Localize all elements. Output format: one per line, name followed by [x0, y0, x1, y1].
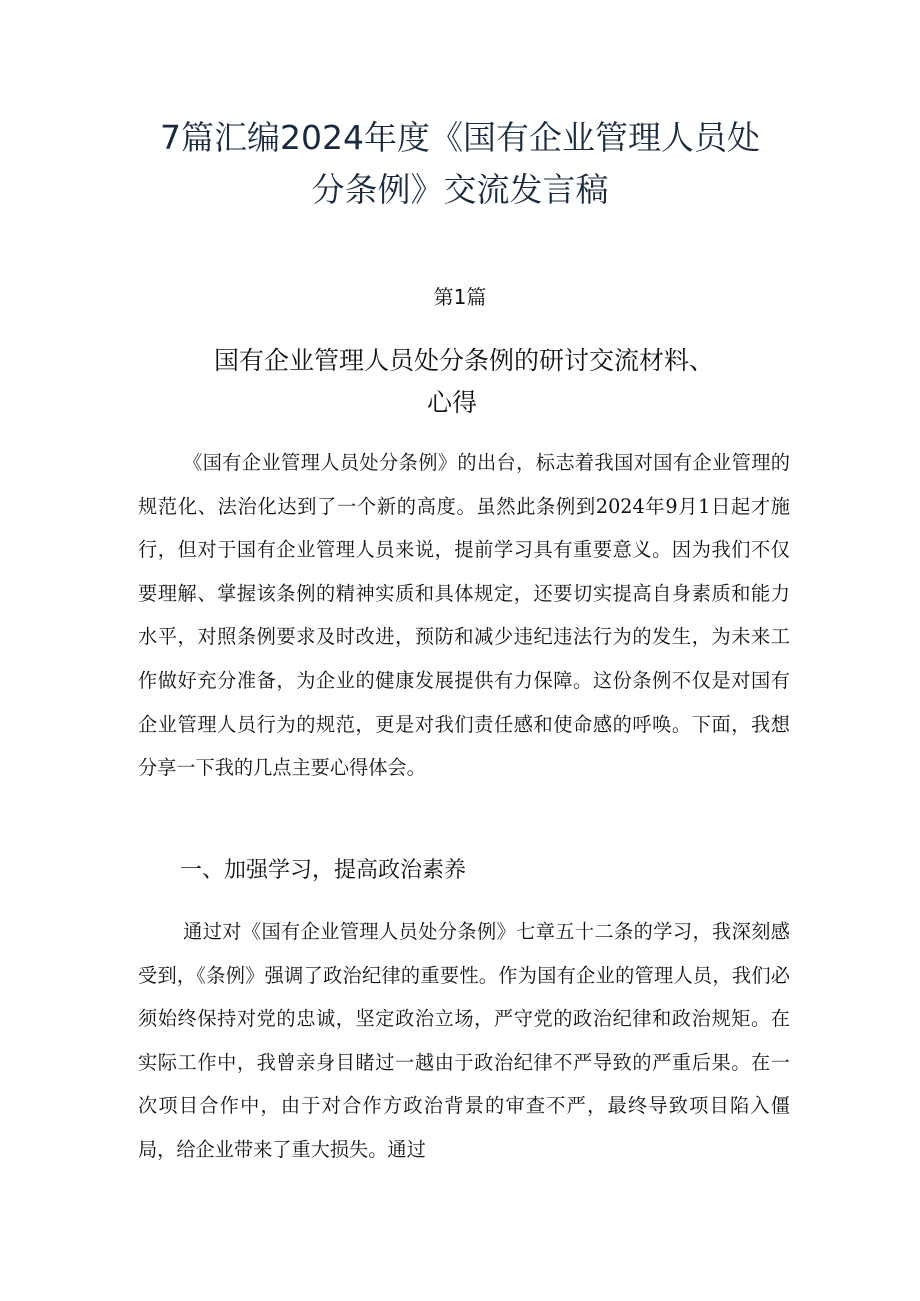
document-title-line-2: 分条例》交流发言稿: [311, 170, 609, 209]
intro-paragraph: 《国有企业管理人员处分条例》的出台，标志着我国对国有企业管理的规范化、法治化达到了一个新的高度。虽然此条例到2024年9月1日起才施行，但对于国有企业管理人员来说，提前学习具有重要意义。因为我们不仅要理解、掌握该条例的精神实质和具体规定，还要切实提高自身素质和能力水平，对照条例要求及时改进，预防和减少违纪违法行为的发生，为未来工作做好充分准备，为企业的健康发展提供有力保障。这份条例不仅是对国有企业管理人员行为的规范，更是对我们责任感和使命感的呼唤。下面，我想分享一下我的几点主要心得体会。: [138, 451, 790, 780]
heading-1: 一、加强学习，提高政治素养: [180, 858, 467, 883]
document-title: [0, 112, 920, 216]
section-title-line-2: 心得: [426, 388, 477, 417]
body-paragraph: 通过对《国有企业管理人员处分条例》七章五十二条的学习，我深刻感受到，《条例》强调了政治纪律的重要性。作为国有企业的管理人员，我们必须始终保持对党的忠诚，坚定政治立场，严守党的政治纪律和政治规矩。在实际工作中，我曾亲身目睹过一越由于政治纪律不严导致的严重后果。在一次项目合作中，由于对合作方政治背景的审查不严，最终导致项目陷入僵局，给企业带来了重大损失。通过: [138, 920, 790, 1161]
chapter-label: 第1篇: [433, 285, 487, 309]
section-title: [0, 340, 920, 424]
section-title-line-1: 国有企业管理人员处分条例的研讨交流材料、: [213, 346, 714, 375]
document-title-line-1: 7篇汇编2024年度《国有企业管理人员处: [160, 118, 760, 157]
